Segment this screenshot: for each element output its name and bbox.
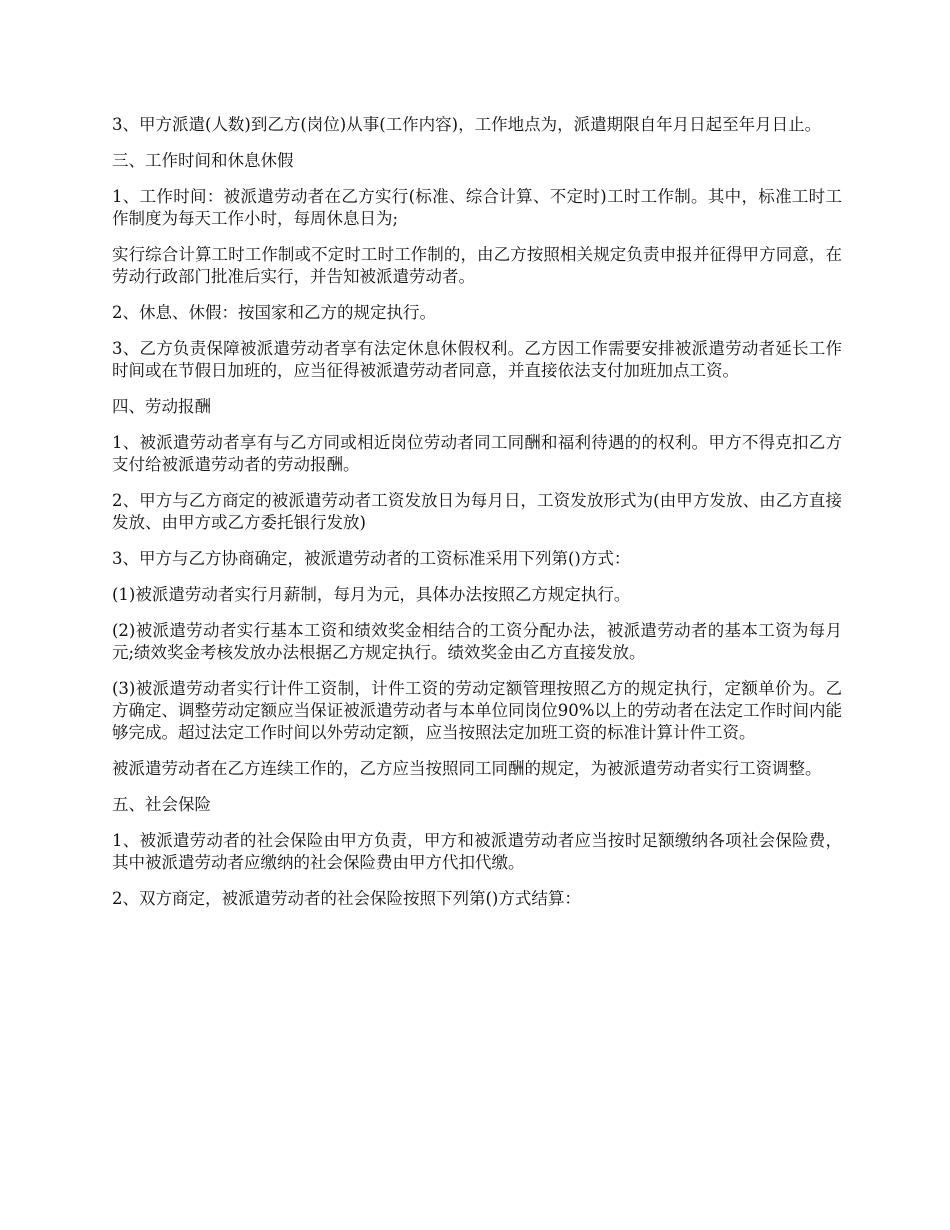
paragraph-rest-leave: 2、休息、休假：按国家和乙方的规定执行。 (112, 303, 436, 322)
paragraph-insurance-responsibility: 1、被派遣劳动者的社会保险由甲方负责，甲方和被派遣劳动者应当按时足额缴纳各项社会保险费，其中被派遣劳动者应缴纳的社会保险费由甲方代扣代缴。 (112, 831, 842, 872)
section-heading-remuneration: 四、劳动报酬 (112, 397, 211, 416)
paragraph-wage-standard: 3、甲方与乙方协商确定，被派遣劳动者的工资标准采用下列第()方式： (112, 549, 631, 568)
paragraph-pay-day: 2、甲方与乙方商定的被派遣劳动者工资发放日为每月日，工资发放形式为(由甲方发放、由乙方直接发放、由甲方或乙方委托银行发放) (112, 491, 842, 532)
section-heading-working-hours: 三、工作时间和休息休假 (112, 151, 294, 170)
paragraph-option-monthly: (1)被派遣劳动者实行月薪制，每月为元，具体办法按照乙方规定执行。 (112, 585, 631, 604)
document-page (112, 114, 842, 924)
paragraph-wage-adjustment: 被派遣劳动者在乙方连续工作的，乙方应当按照同工同酬的规定，为被派遣劳动者实行工资调整。 (112, 759, 822, 778)
paragraph-comprehensive-hours: 实行综合计算工时工作制或不定时工时工作制的，由乙方按照相关规定负责申报并征得甲方同意，在劳动行政部门批准后实行，并告知被派遣劳动者。 (112, 245, 842, 286)
paragraph-option-base-bonus: (2)被派遣劳动者实行基本工资和绩效奖金相结合的工资分配办法，被派遣劳动者的基本工资为每月元;绩效奖金考核发放办法根据乙方规定执行。绩效奖金由乙方直接发放。 (112, 621, 842, 662)
paragraph-option-piecework: (3)被派遣劳动者实行计件工资制，计件工资的劳动定额管理按照乙方的规定执行，定额单价为。乙方确定、调整劳动定额应当保证被派遣劳动者与本单位同岗位90%以上的劳动者在法定工作时间内能够完成。超过法定工作时间以外劳动定额，应当按照法定加班工资的标准计算计件工资。 (112, 679, 842, 742)
section-heading-social-insurance: 五、社会保险 (112, 795, 211, 814)
paragraph-equal-pay: 1、被派遣劳动者享有与乙方同或相近岗位劳动者同工同酬和福利待遇的的权利。甲方不得克扣乙方支付给被派遣劳动者的劳动报酬。 (112, 433, 842, 474)
paragraph-overtime: 3、乙方负责保障被派遣劳动者享有法定休息休假权利。乙方因工作需要安排被派遣劳动者延长工作时间或在节假日加班的，应当征得被派遣劳动者同意，并直接依法支付加班加点工资。 (112, 339, 842, 380)
paragraph-dispatch-terms: 3、甲方派遣(人数)到乙方(岗位)从事(工作内容)，工作地点为，派遣期限自年月日起至年月日止。 (112, 115, 822, 134)
paragraph-working-time: 1、工作时间：被派遣劳动者在乙方实行(标准、综合计算、不定时)工时工作制。其中，标准工时工作制度为每天工作小时，每周休息日为; (112, 187, 842, 228)
paragraph-insurance-settlement: 2、双方商定，被派遣劳动者的社会保险按照下列第()方式结算： (112, 889, 581, 908)
